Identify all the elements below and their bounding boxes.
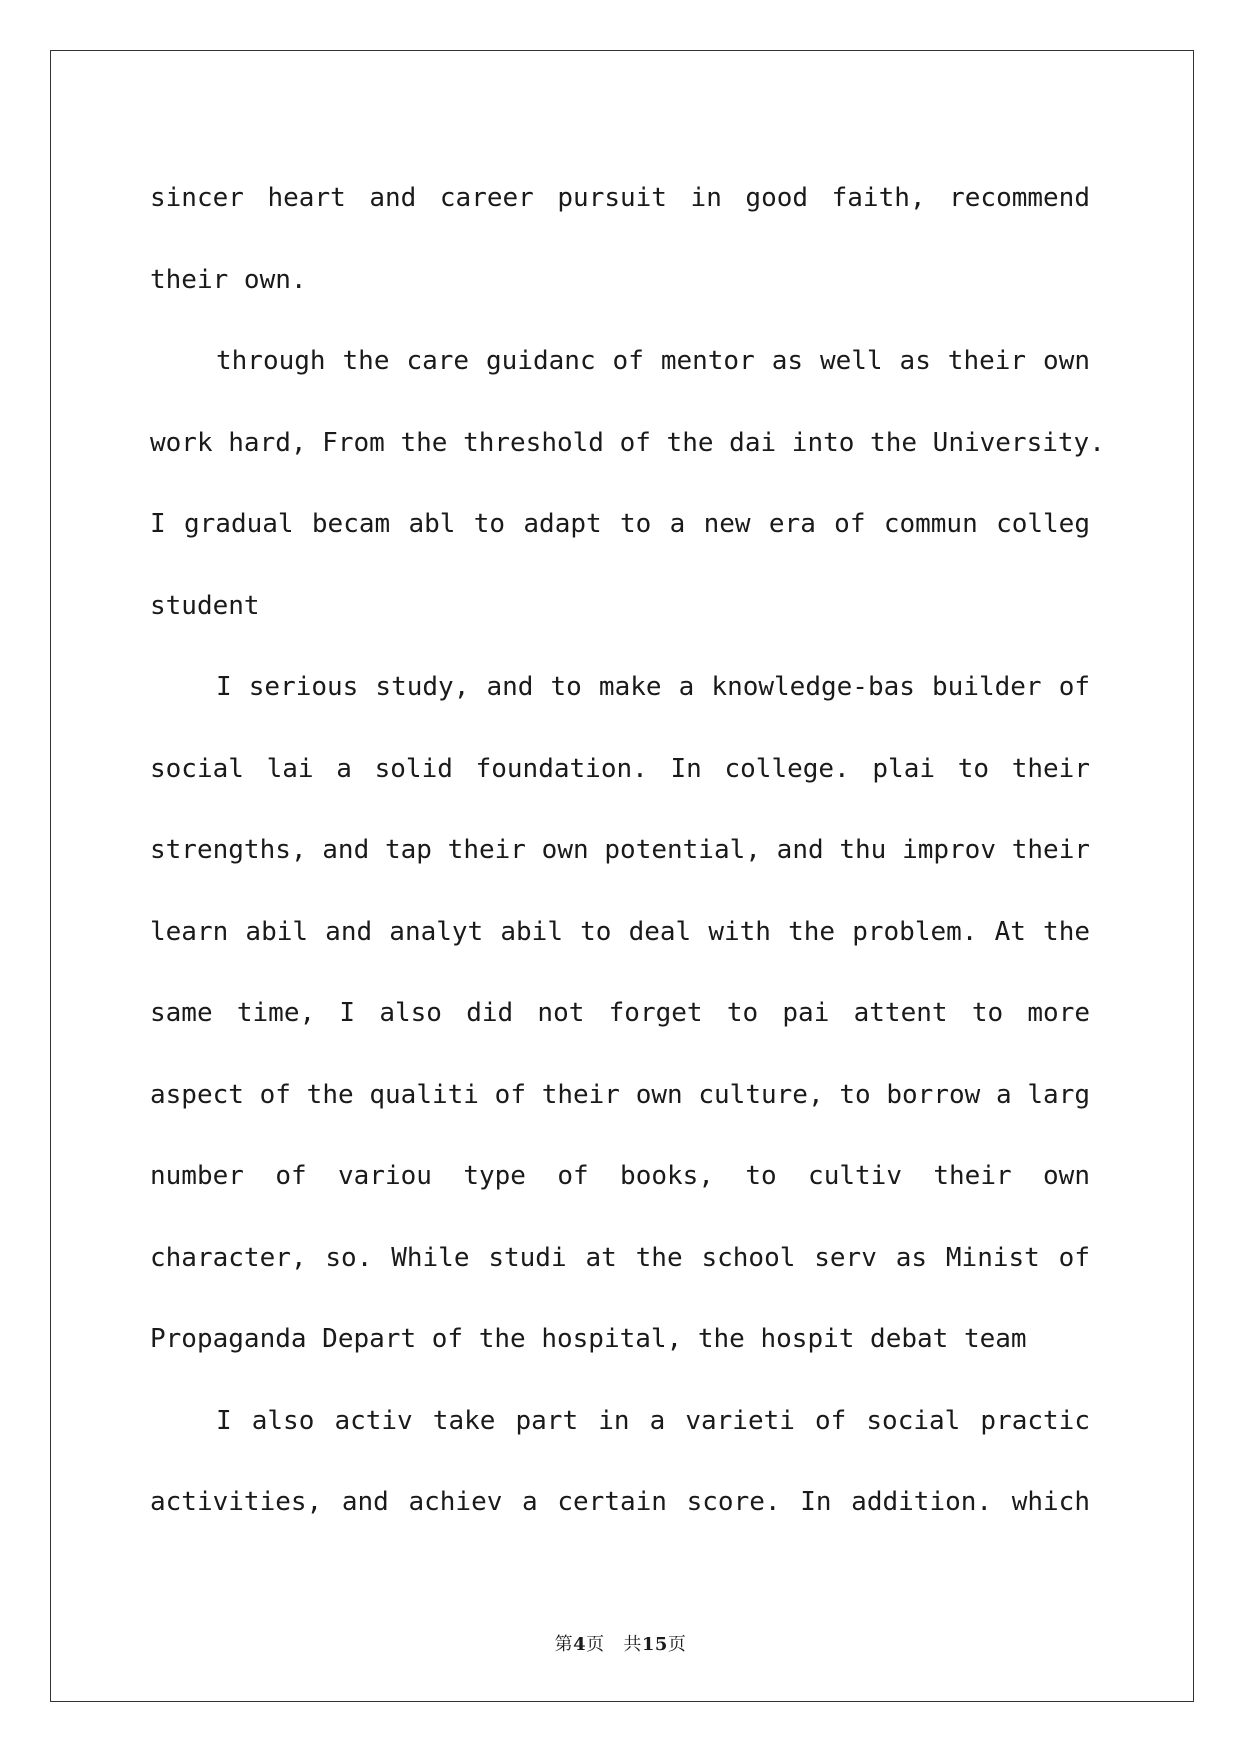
text-line: work hard, From the threshold of the dai into the University. [150, 427, 1105, 458]
text-line: their own. [150, 264, 307, 295]
text-line: I also activ take part in a varieti of social practic [216, 1405, 1090, 1436]
page-footer [0, 1630, 1241, 1656]
text-line: social lai a solid foundation. In college. plai to their [150, 753, 1090, 784]
text-line: I serious study, and to make a knowledge-bas builder of [216, 672, 1090, 702]
text-line: strengths, and tap their own potential, and thu improv their [150, 835, 1090, 865]
text-line: activities, and achiev a certain score. In addition. which [150, 1487, 1090, 1517]
text-line: through the care guidanc of mentor as well as their own [216, 346, 1090, 376]
text-line: Propaganda Depart of the hospital, the hospit debat team [150, 1324, 1027, 1354]
footer-page-suffix: 页 [586, 1634, 605, 1655]
footer-total-prefix: 共 [623, 1634, 642, 1655]
text-line: sincer heart and career pursuit in good faith, recommend [150, 183, 1090, 213]
text-line: I gradual becam abl to adapt to a new era of commun colleg [150, 509, 1090, 539]
footer-total-pages: 15 [641, 1634, 668, 1655]
footer-prefix: 第 [554, 1634, 574, 1655]
document-body [150, 158, 1105, 1544]
footer-total-suffix: 页 [667, 1634, 687, 1655]
text-line: learn abil and analyt abil to deal with the problem. At the [150, 916, 1090, 947]
text-line: number of variou type of books, to cultiv their own [150, 1161, 1090, 1191]
text-line: aspect of the qualiti of their own culture, to borrow a larg [150, 1079, 1090, 1110]
text-line: same time, I also did not forget to pai attent to more [150, 998, 1090, 1028]
footer-page-number: 4 [573, 1634, 587, 1655]
text-line: character, so. While studi at the school serv as Minist of [150, 1242, 1090, 1273]
text-line: student [150, 590, 260, 621]
